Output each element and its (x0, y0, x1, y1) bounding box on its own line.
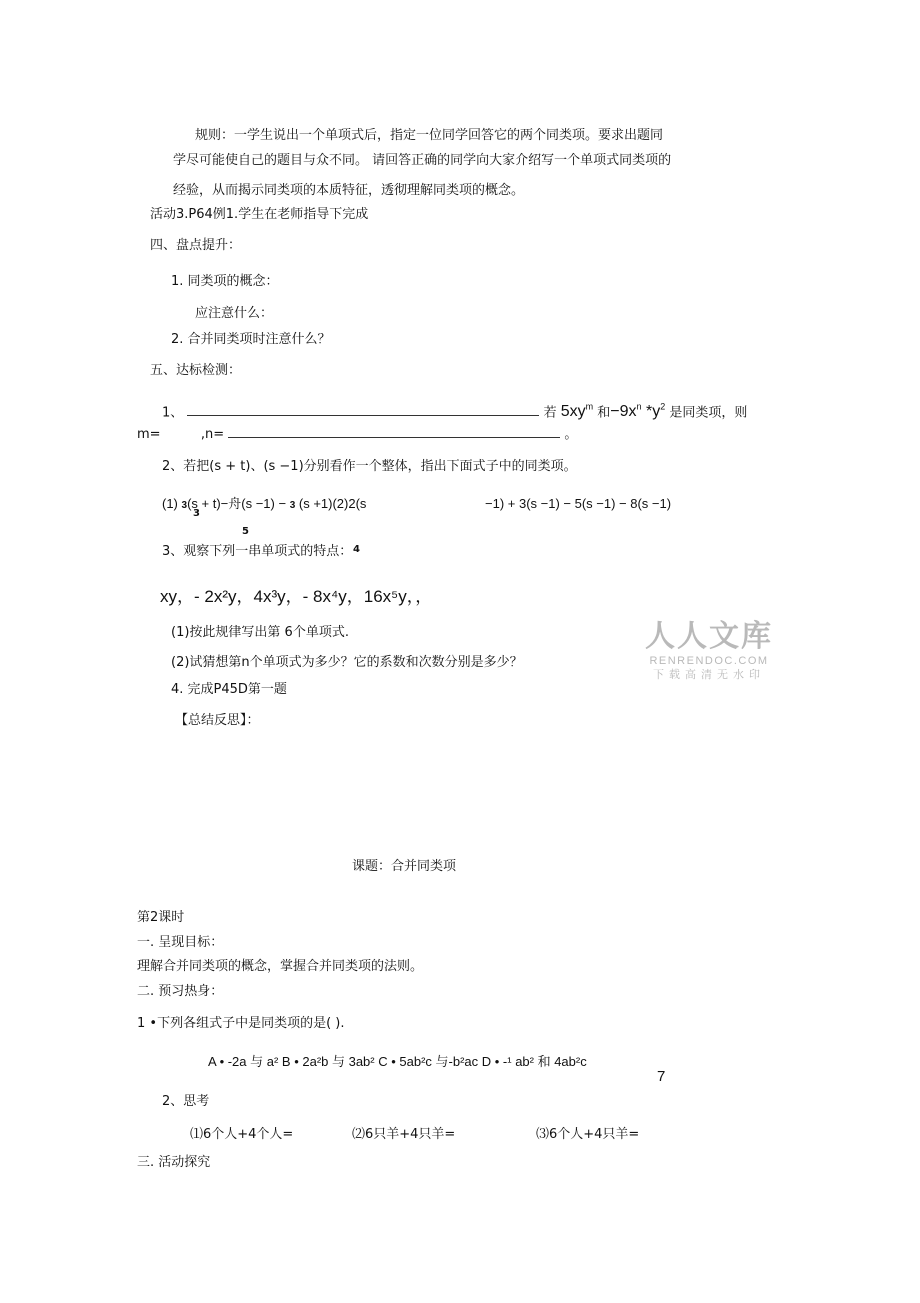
watermark-logo: 人人文库 (645, 619, 773, 654)
think-item-1: ⑴6个人+4个人= (190, 1127, 294, 1142)
test-3: 3、观察下列一串单项式的特点： (162, 544, 353, 559)
test-2-expression-a: (1) 3(s + t)−舟(s −1) − 3 (s +1)(2)2(s (162, 496, 367, 511)
preview-question-1-options: A • -2a 与 a² B • 2a²b 与 3ab² C • 5ab²c 与-b²ac D • -¹ ab² 和 4ab²c (208, 1054, 587, 1069)
test-1-line (162, 398, 747, 422)
test-1-number: 1、 (162, 405, 184, 421)
lesson-title: 课题：合并同类项 (352, 859, 457, 874)
rule-line-1: 规则：一学生说出一个单项式后，指定一位同学回答它的两个同类项。要求出题同 (195, 128, 664, 143)
question-4-2: 2. 合并同类项时注意什么？ (171, 332, 331, 347)
answer-n-label: ,n= (200, 427, 225, 442)
rule-line-2: 学尽可能使自己的题目与众不同。 请回答正确的同学向大家介绍写一个单项式同类项的 (173, 153, 672, 168)
test-1-blank (187, 403, 539, 416)
test-3-sequence: xy，- 2x²y，4x³y，- 8x⁴y，16x⁵y，， (160, 587, 433, 606)
test-2-sub-3: 3 (193, 508, 200, 519)
test-3-q1: (1)按此规律写出第 6个单项式. (171, 625, 349, 640)
question-4-1: 1. 同类项的概念： (171, 274, 279, 289)
test-1-tail: 是同类项，则 (669, 405, 748, 421)
test-4: 4. 完成P45D第一题 (171, 682, 287, 697)
lesson-period: 第2课时 (137, 910, 185, 925)
test-2-sub-4: 4 (353, 544, 360, 555)
goal-text: 理解合并同类项的概念，掌握合并同类项的法则。 (137, 959, 424, 974)
think-item-2: ⑵6只羊+4只羊= (352, 1127, 456, 1142)
section-5-heading: 五、达标检测： (150, 363, 242, 378)
test-1-mono-2: $-9x^n$ $*y^2$ (610, 402, 666, 421)
question-4-1-note: 应注意什么： (195, 306, 274, 321)
test-1-and: 和 (597, 405, 611, 421)
think-item-3: ⑶6个人+4只羊= (536, 1127, 640, 1142)
summary-heading: 【总结反思】： (175, 713, 260, 728)
activity-3: 活动3.P64例1.学生在老师指导下完成 (150, 207, 369, 222)
watermark-url: RENRENDOC.COM (649, 655, 769, 667)
section-1-heading: 一. 呈现目标： (137, 935, 224, 950)
test-3-q2: (2)试猜想第n个单项式为多少？它的系数和次数分别是多少？ (171, 655, 523, 670)
section-4-heading: 四、盘点提升： (150, 238, 242, 253)
section-2-heading: 二. 预习热身： (137, 984, 224, 999)
preview-question-1: 1 •下列各组式子中是同类项的是( ). (137, 1016, 345, 1031)
section-3-heading: 三. 活动探究 (137, 1155, 211, 1170)
answer-m-label: m= (137, 427, 161, 442)
test-1-if: 若 (543, 405, 557, 421)
test-1-answer-line: m= ,n= 。 (137, 427, 578, 442)
preview-question-1-seven: 7 (657, 1068, 666, 1085)
test-2-expression-b: −1) + 3(s −1) − 5(s −1) − 8(s −1) (485, 496, 672, 511)
rule-line-3: 经验，从而揭示同类项的本质特征，透彻理解同类项的概念。 (173, 183, 525, 198)
watermark (640, 620, 778, 682)
answer-m-blank (165, 426, 197, 438)
preview-question-2: 2、思考 (162, 1094, 210, 1109)
answer-n-blank (228, 425, 560, 438)
test-2-sub-5: 5 (242, 526, 249, 537)
test-1-mono-1: $5xy^m$ (560, 402, 594, 421)
test-2: 2、若把(s + t)、(s −1)分别看作一个整体，指出下面式子中的同类项。 (162, 459, 577, 474)
watermark-subtitle: 下载高清无水印 (653, 668, 765, 681)
